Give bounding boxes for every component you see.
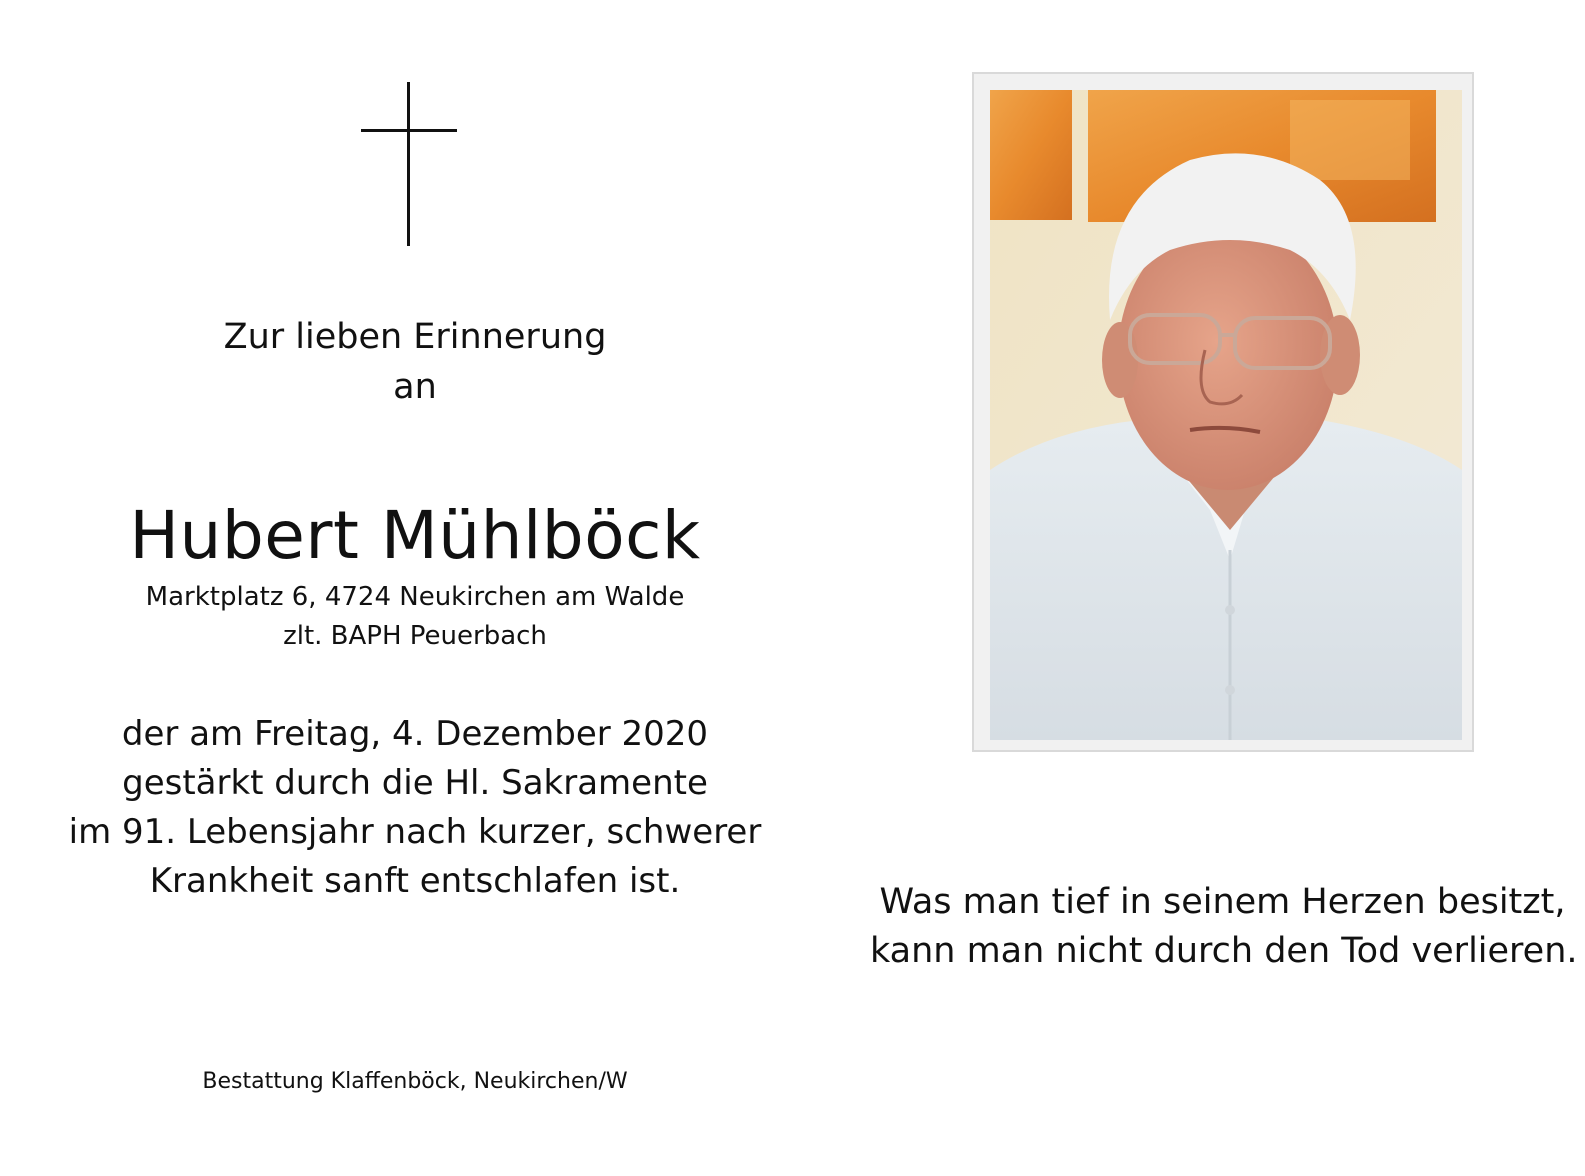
intro-line: Zur lieben Erinnerung xyxy=(223,317,607,357)
photo-frame xyxy=(972,72,1474,752)
funeral-home-credit: Bestattung Klaffenböck, Neukirchen/W xyxy=(202,1069,628,1094)
intro-text xyxy=(40,312,790,412)
address-line: Marktplatz 6, 4724 Neukirchen am Walde xyxy=(145,582,685,612)
obituary-line: Krankheit sanft entschlafen ist. xyxy=(149,861,681,901)
obituary-line: der am Freitag, 4. Dezember 2020 xyxy=(121,714,709,754)
address-block xyxy=(40,578,790,656)
obituary-line: gestärkt durch die Hl. Sakramente xyxy=(122,763,708,803)
portrait-photo xyxy=(990,90,1462,740)
quote-line: kann man nicht durch den Tod verlieren. xyxy=(870,931,1578,971)
intro-line: an xyxy=(393,367,437,407)
obituary-line: im 91. Lebensjahr nach kurzer, schwerer xyxy=(68,812,762,852)
deceased-name: Hubert Mühlböck xyxy=(129,497,701,574)
address-line: zlt. BAPH Peuerbach xyxy=(283,621,547,651)
obituary-text xyxy=(40,710,790,906)
quote-line: Was man tief in seinem Herzen besitzt, xyxy=(879,882,1566,922)
memorial-quote xyxy=(870,878,1578,976)
cross-icon xyxy=(361,82,457,246)
